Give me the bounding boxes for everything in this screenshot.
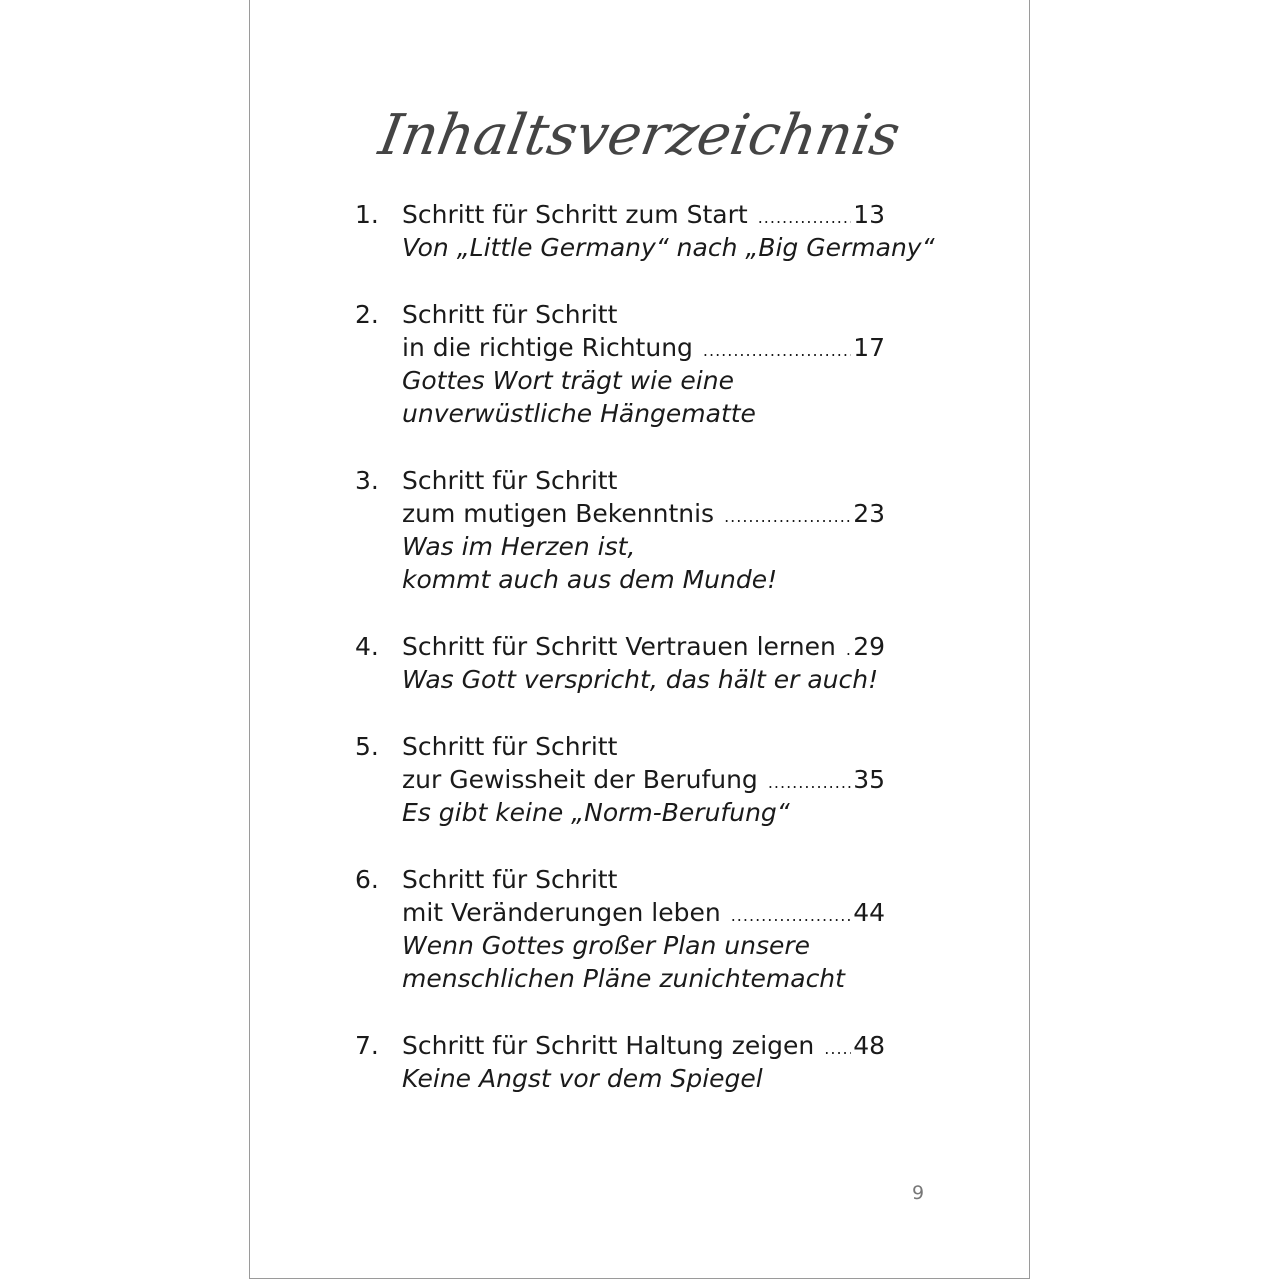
chapter-title-with-page	[402, 331, 885, 364]
toc-entry[interactable]	[355, 464, 885, 596]
chapter-page-number: 35	[853, 765, 885, 794]
toc-entry[interactable]	[355, 1029, 885, 1095]
chapter-title-with-page	[402, 896, 885, 929]
chapter-subtitle-line: Gottes Wort trägt wie eine	[402, 366, 734, 395]
toc-entry[interactable]	[355, 730, 885, 829]
chapter-number: 5.	[355, 732, 379, 761]
chapter-title-with-page	[402, 763, 885, 796]
chapter-page-number: 17	[853, 333, 885, 362]
dot-leader	[703, 334, 851, 367]
chapter-page-number: 29	[853, 632, 885, 661]
chapter-title-with-page	[402, 630, 885, 663]
chapter-title-with-page	[402, 198, 885, 231]
dot-leader	[768, 766, 851, 799]
chapter-title-line: Schritt für Schritt	[402, 732, 618, 761]
toc-entry[interactable]	[355, 198, 935, 264]
chapter-subtitle-line: Es gibt keine „Norm-Berufung“	[402, 798, 790, 827]
chapter-number: 1.	[355, 200, 379, 229]
chapter-number: 6.	[355, 865, 379, 894]
chapter-title-line: zur Gewissheit der Berufung	[402, 765, 758, 794]
chapter-title-line: in die richtige Richtung	[402, 333, 693, 362]
chapter-page-number: 23	[853, 499, 885, 528]
chapter-page-number: 13	[853, 200, 885, 229]
chapter-title-with-page	[402, 497, 885, 530]
chapter-title-line: Schritt für Schritt	[402, 300, 618, 329]
chapter-subtitle-line: kommt auch aus dem Munde!	[402, 565, 778, 594]
book-page	[249, 0, 1030, 1279]
chapter-subtitle-line: menschlichen Pläne zunichtemacht	[402, 964, 845, 993]
dot-leader	[846, 633, 851, 666]
chapter-number: 3.	[355, 466, 379, 495]
toc-entry[interactable]	[355, 298, 885, 430]
chapter-title-line: Schritt für Schritt Vertrauen lernen	[402, 632, 836, 661]
toc-entry[interactable]	[355, 863, 885, 995]
chapter-page-number: 48	[853, 1031, 885, 1060]
chapter-title-line: zum mutigen Bekenntnis	[402, 499, 715, 528]
chapter-subtitle-line: Keine Angst vor dem Spiegel	[402, 1064, 763, 1093]
chapter-title-line: Schritt für Schritt zum Start	[402, 200, 748, 229]
chapter-number: 7.	[355, 1031, 379, 1060]
chapter-number: 2.	[355, 300, 379, 329]
chapter-page-number: 44	[853, 898, 885, 927]
chapter-title-line: Schritt für Schritt	[402, 865, 618, 894]
chapter-title-line: Schritt für Schritt	[402, 466, 618, 495]
chapter-subtitle-line: Von „Little Germany“ nach „Big Germany“	[402, 233, 935, 262]
dot-leader	[731, 899, 851, 932]
chapter-subtitle-line: Wenn Gottes großer Plan unsere	[402, 931, 811, 960]
table-of-contents	[355, 198, 935, 1129]
chapter-title-with-page	[402, 1029, 885, 1062]
toc-entry[interactable]	[355, 630, 885, 696]
chapter-subtitle-line: Was im Herzen ist,	[402, 532, 636, 561]
page-title: Inhaltsverzeichnis	[374, 103, 905, 168]
dot-leader	[824, 1032, 851, 1065]
chapter-number: 4.	[355, 632, 379, 661]
dot-leader	[724, 500, 851, 533]
chapter-subtitle-line: unverwüstliche Hängematte	[402, 399, 756, 428]
chapter-subtitle-line: Was Gott verspricht, das hält er auch!	[402, 665, 879, 694]
chapter-title-line: mit Veränderungen leben	[402, 898, 721, 927]
dot-leader	[758, 201, 852, 234]
chapter-title-line: Schritt für Schritt Haltung zeigen	[402, 1031, 815, 1060]
page-number: 9	[912, 1182, 925, 1204]
